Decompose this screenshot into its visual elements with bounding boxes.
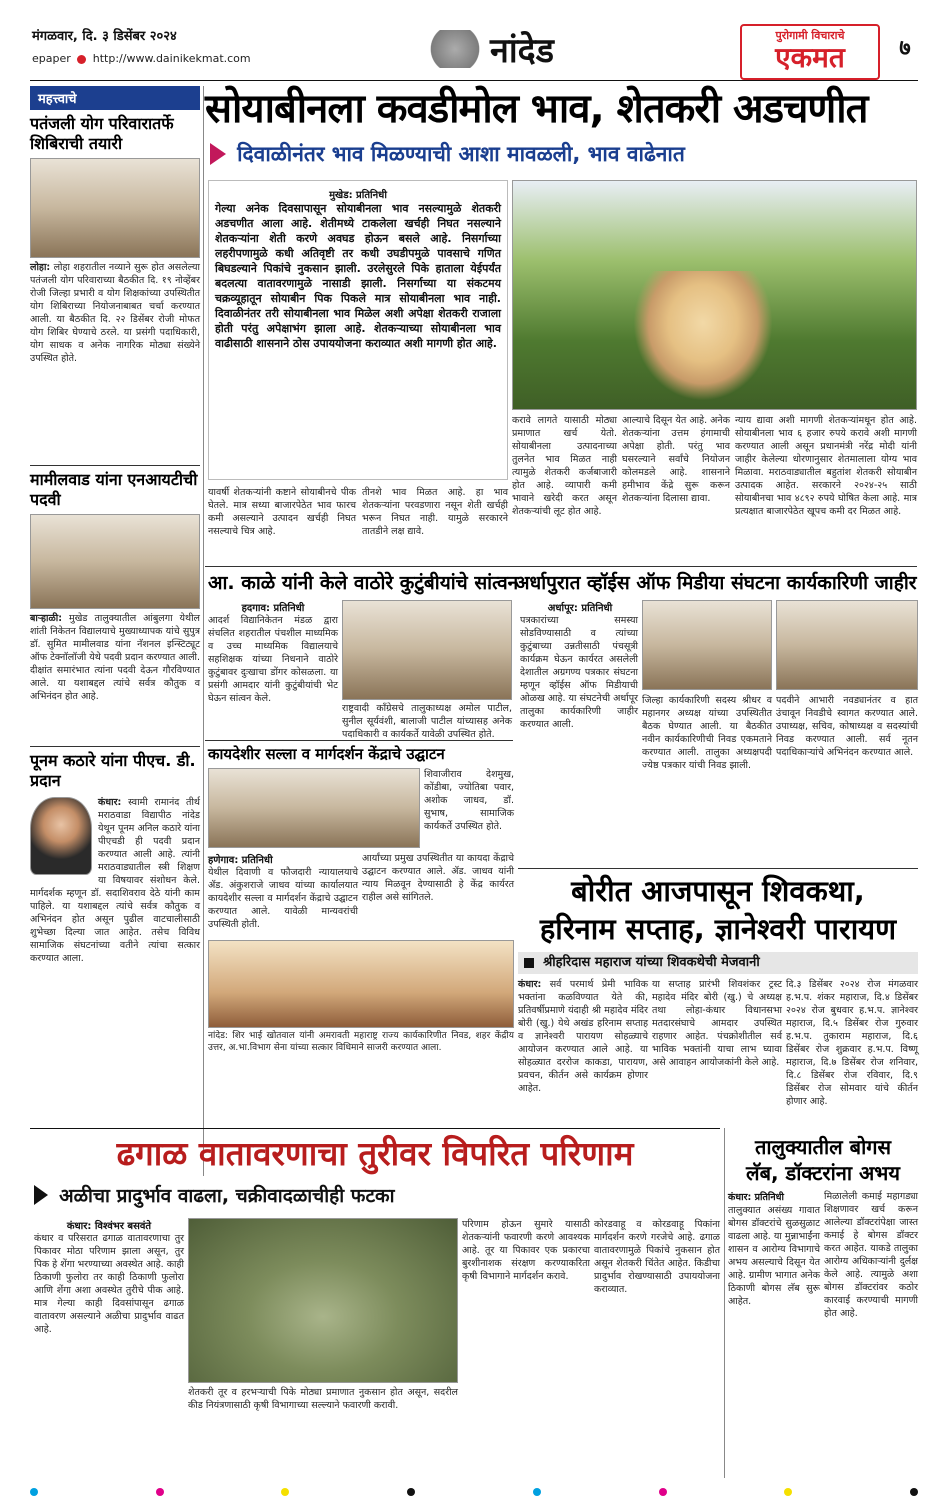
yoga-group-photo xyxy=(30,158,200,258)
borit-subhead xyxy=(518,952,918,974)
borit-col3: दि.३ डिसेंबर २०२४ रोज मंगळवार ह.भ.प. शंकर महाराज, दि.४ डिसेंबर २०२४ रोज बुधवार ह.भ.प. ज्ञानेश्वर महाराज, दि.५ डिसेंबर रोज गुरुवार ह.भ.प. तुकाराम महाराज, दि.६ डिसेंबर रोज शुक्रवार ह.भ.प. विष्णू महाराज, दि.७ डिसेंबर रोज शनिवार, दि.८ डिसेंबर रोज रविवार, दि.९ डिसेंबर रोज सोमवार यांचे कीर्तन होणार आहे. xyxy=(786,979,918,1107)
brand-box xyxy=(740,24,880,80)
epaper-label: epaper xyxy=(32,52,71,65)
sidebar-item1-lead: लोहा: xyxy=(30,262,51,273)
climate-col1: कंधार व परिसरात ढगाळ वातावरणाचा तुर पिकावर मोठा परिणाम झाला असून, तुर पिक हे शेंगा भरण्याच्या अवस्थेत आहे. काही ठिकाणी फुलोरा तर काही ठिकाणी फुलोरा आणि शेंगा अशा अवस्थेत तुरीचे पीक आहे. मात्र गेल्या काही दिवसांपासून ढगाळ वातावरण असल्याने अळीचा प्रादुर्भाव वाढत आहे. xyxy=(34,1233,184,1335)
soyabean-field-photo xyxy=(512,180,917,410)
main-col5: न्याय द्यावा अशी मागणी शेतकऱ्यांमधून होत आहे. सोयाबीनला भाव ६ हजार रुपये करावे अशी मागणी करण्यात आली असून प्रधानमंत्री नरेंद्र मोदी यांनी जाहीर केलेल्या धोरणानुसार शेतमालाला योग्य भाव मिळावा. मराठवाड्यातील बहुतांश शेतकरी सोयाबीन उत्पादक आहेत. सरकारने २०२४-२५ साठी सोयाबीनचा भाव ४८९२ रुपये घोषित केला आहे. मात्र प्रत्यक्षात बाजारपेठेत खूपच कमी दर मिळत आहे. xyxy=(735,415,917,517)
borit-col2: या सप्ताह प्रारंभी शिवशंकर ट्रस्ट महादेव मंदिर बोरी (खु.) चे अध्यक्ष तथा लोहा-कंधार विधानसभा मतदारसंघाचे आमदार उपस्थित राहणार आहेत. पंचक्रोशीतील सर्व भाविक भक्तांनी याचा लाभ घ्यावा असे आवाहन आयोजकांनी केले आहे. xyxy=(652,979,782,1068)
triangle-icon xyxy=(210,143,226,165)
media-dateline: अर्धापूर: प्रतिनिधी xyxy=(547,603,613,614)
link-icon xyxy=(77,55,86,64)
kaydeshir-photo xyxy=(208,768,420,848)
felicitation-photo xyxy=(208,940,514,1028)
city-name: नांदेड xyxy=(490,31,554,71)
epaper-url[interactable]: http://www.dainikekmat.com xyxy=(92,52,251,65)
climate-headline: ढगाळ वातावरणाचा तुरीवर विपरित परिणाम xyxy=(116,1134,634,1173)
main-subhead-text: दिवाळीनंतर भाव मिळण्याची आशा मावळली, भाव वाढेनात xyxy=(237,142,685,166)
main-col3: करावे लागते यासाठी मोठ्या प्रमाणात खर्च येतो. सोयाबीनला उत्पादनाच्या तुलनेत भाव मिळत नाही त्यामुळे शेतकरी कर्जबाजारी होत आहे. व्यापारी कमी भावाने खरेदी करत असून शेतकऱ्यांची लूट होत आहे. xyxy=(512,415,617,517)
masthead-rule xyxy=(30,80,918,81)
reg-dot xyxy=(156,1488,164,1496)
media-photo-1 xyxy=(642,600,772,690)
sidebar-divider-1 xyxy=(30,465,200,466)
main-col1: यावर्षी शेतकऱ्यांनी कष्टाने सोयाबीनचे पीक घेतले. मात्र सध्या बाजारपेठेत भाव फारच कमी असल्याने उत्पादन खर्चही निघत नसल्याचे चित्र आहे. xyxy=(208,487,356,537)
page-number: ७ xyxy=(899,36,911,61)
main-bottom-rule xyxy=(205,566,917,567)
kale-body2: राष्ट्रवादी काँग्रेसचे तालुकाध्यक्ष अमोल पाटील, सुनील सूर्यवंशी, बालाजी पाटील यांच्यासह अनेक पदाधिकारी व कार्यकर्ते यावेळी उपस्थित होते. xyxy=(342,703,512,740)
bogus-col2: मिळालेली कमाई महागड्या शिक्षणावर खर्च करून आलेल्या डॉक्टरांपेक्षा जास्त कमाई हे बोगस डॉक्टर करत आहेत. याकडे तालुका आरोग्य अधिकाऱ्यांनी दुर्लक्ष केले आहे. त्यामुळे अशा बोगस डॉक्टरांवर कठोर कारवाई करण्याची मागणी होत आहे. xyxy=(824,1191,918,1319)
sidebar xyxy=(30,86,200,1176)
main-headline: सोयाबीनला कवडीमोल भाव, शेतकरी अडचणीत xyxy=(205,86,868,132)
media-photo-2 xyxy=(776,600,918,690)
reg-dot xyxy=(533,1488,541,1496)
sidebar-item3-lead: कंधार: xyxy=(98,797,122,808)
reg-dot xyxy=(784,1488,792,1496)
brand-logo: एकमत xyxy=(775,41,845,74)
reg-dot xyxy=(30,1488,38,1496)
brand-tagline: पुरोगामी विचाराचे xyxy=(775,29,845,42)
kaydeshir-body2: शिवाजीराव देशमुख, कोंडीबा, ज्योतिबा पवार, अशोक जाधव, डॉ. सुभाष, सामाजिक कार्यकर्ते उपस्थित होते. xyxy=(424,769,514,832)
issue-date: मंगळवार, दि. ३ डिसेंबर २०२४ xyxy=(32,29,177,44)
sidebar-item1-text: लोहा शहरातील नव्याने सुरू होत असलेल्या पतंजली योग परिवाराच्या बैठकीत दि. १९ नोव्हेंबर रोजी जिल्हा प्रभारी व योग शिक्षकांच्या उपस्थितीत योग शिबिराच्या नियोजनाबाबत चर्चा करण्यात आली. या बैठकीत दि. २२ डिसेंबर रोजी मोफत योग शिबिर घेण्याचे ठरले. या प्रसंगी पदाधिकारी, योग साधक व अनेक नागरिक मोठ्या संख्येने उपस्थित होते. xyxy=(30,262,200,364)
media-col1: पत्रकारांच्या समस्या सोडविण्यासाठी व त्यांच्या कुटुंबाच्या उन्नतीसाठी पंचसूत्री कार्यक्रम घेऊन कार्यरत असलेली देशातील अग्रगण्य पत्रकार संघटना म्हणून व्हॉईस ऑफ मिडीयाची ओळख आहे. या संघटनेची अर्धापूर तालुका कार्यकारिणी जाहीर करण्यात आली. xyxy=(520,615,638,730)
triangle-icon-2 xyxy=(34,1185,48,1205)
reg-dot xyxy=(281,1488,289,1496)
climate-top-rule xyxy=(30,1128,720,1129)
hands-holding-beans xyxy=(633,271,773,401)
bogus-col1: तालुक्यात असंख्य गावात बोगस डॉक्टरांचे सुळसुळाट वाढला आहे. या मुन्नाभाईंना शासन व आरोग्य विभागाचे अभय असल्याचे दिसून येत आहे. ग्रामीण भागात अनेक ठिकाणी बोगस लॅब सुरू आहेत. xyxy=(728,1205,820,1307)
sidebar-column-rule xyxy=(203,86,204,1176)
sidebar-item1-title: पतंजली योग परिवारातर्फे शिबिराची तयारी xyxy=(30,114,174,153)
reg-dot xyxy=(910,1488,918,1496)
kaydeshir-dateline: हणेगाव: प्रतिनिधी xyxy=(208,855,273,866)
main-intro: गेल्या अनेक दिवसापासून सोयाबीनला भाव नसल्यामुळे शेतकरी अडचणीत आला आहे. शेतीमध्ये टाकलेला खर्चही निघत नसल्याने शेतकऱ्यांना शेती करणे अवघड होऊन बसले आहे. निसर्गाच्या लहरीपणामुळे कधी अतिवृष्टी तर कधी उघडीपमुळे पावसाचे गणित बिघडल्याने पिकांचे नुकसान झाली. उरलेसुरले पिके हाताला येईपर्यंत बदलत्या वातावरणामुळे नासाडी झाली. निसर्गाच्या या संकटमय चक्रव्यूहातून सोयाबीन पिक पिकले मात्र सोयाबीनला भाव नाही. दिवाळीनंतर तरी सोयाबीनला भाव मिळेल अशी अपेक्षा शेतकरी राजाला होती परंतु अपेक्षाभंग झाला आहे. शेतकऱ्याच्या सोयाबीनला भाव वाढीसाठी शासनाने ठोस उपाययोजना कराव्यात अशी मागणी होत आहे. xyxy=(215,202,501,350)
city-emblem xyxy=(420,30,490,68)
bogus-column-rule xyxy=(724,1128,725,1478)
climate-col3: कोरडवाहू व कोरडवाहू पिकांना मार्गदर्शन करणे गरजेचे आहे. ढगाळ वातावरणामुळे पिकांचे नुकसान होत असून शेतकरी चिंतेत आहेत. किडीचा प्रादुर्भाव रोखण्यासाठी उपाययोजना कराव्यात. xyxy=(594,1219,720,1295)
media-col2: जिल्हा कार्यकारिणी सदस्य श्रीधर व महानगर अध्यक्ष यांच्या उपस्थितीत बैठक घेण्यात आली. या बैठकीत नवीन कार्यकारिणीची निवड एकमताने करण्यात आली. तालुका अध्यक्षपदी ज्येष्ठ पत्रकार यांची निवड झाली. xyxy=(642,695,772,771)
climate-subhead-text: अळीचा प्रादुर्भाव वाढला, चक्रीवादळाचीही फटका xyxy=(59,1185,395,1207)
borit-col1-text: सर्व परमार्थ प्रेमी भाविक भक्तांना कळविण्यात येते की, प्रतिवर्षीप्रमाणे यंदाही श्री महादेव मंदिर बोरी (खु.) येथे अखंड हरिनाम सप्ताह व ज्ञानेश्वरी पारायण सोहळ्याचे आयोजन करण्यात आले आहे. या सोहळ्यात दररोज काकडा, पारायण, प्रवचन, कीर्तन असे कार्यक्रम होणार आहेत. xyxy=(518,979,648,1094)
kale-dateline: हदगाव: प्रतिनिधी xyxy=(241,603,305,614)
kaydeshir-body3: आर्यांच्या प्रमुख उपस्थितीत या कायदा केंद्राचे उद्घाटन करण्यात आले. ॲड. जाधव यांनी न्याय मिळवून देण्यासाठी हे केंद्र कार्यरत राहील असे सांगितले. xyxy=(362,853,514,903)
sidebar-divider-2 xyxy=(30,746,200,747)
main-subhead xyxy=(210,140,920,174)
climate-col2: परिणाम होऊन सुमारे यासाठी शेतकऱ्यांनी फवारणी करणे आवश्यक आहे. तूर या पिकावर एक प्रकारचा बुरशीनाशक संरक्षण करण्याकरिता कृषी विभागाने मार्गदर्शन करावे. xyxy=(462,1219,590,1282)
climate-subhead xyxy=(34,1182,720,1212)
borit-subhead-text: श्रीहरिदास महाराज यांच्या शिवकथेची मेजवानी xyxy=(543,955,760,970)
award-photo xyxy=(30,514,200,609)
climate-dateline: कंधार: विश्वंभर बसवंते xyxy=(66,1221,152,1232)
registration-marks xyxy=(30,1488,918,1498)
bogus-headline-2: लॅब, डॉक्टरांना अभय xyxy=(746,1161,900,1185)
main-col2: तीनशे भाव मिळत आहे. हा भाव शेतकऱ्यांना परवडणारा नसून शेती खर्चही भरून निघत नाही. यामुळे सरकारने तातडीने लक्ष द्यावे. xyxy=(362,487,508,537)
kaydeshir-caption: नांदेड: शिर भाई खोतवाल यांनी अमरावती महाराष्ट्र राज्य कार्यकारिणीत निवड, शहर केंद्रीय उत्तर, अ.भा.विभाग सेना यांच्या सत्कार विधिमाने साजरी करण्यात आला. xyxy=(208,1031,514,1053)
sidebar-item3-text: स्वामी रामानंद तीर्थ मराठवाडा विद्यापीठ नांदेड येथून पूनम अनिल कठारे यांना पीएचडी ही पदवी प्रदान करण्यात आली आहे. त्यांनी मराठवाड्यातील स्त्री शिक्षण या विषयावर संशोधन केले. मार्गदर्शक म्हणून डॉ. सदाशिवराव देठे यांनी काम पाहिले. या यशाबद्दल त्यांचे सर्वत्र कौतुक व अभिनंदन होत असून पुढील वाटचालीसाठी शुभेच्छा दिल्या जात आहेत. तसेच विविध सामाजिक संघटनांच्या वतीने त्यांचा सत्कार करण्यात आला. xyxy=(30,797,200,964)
tur-crop-photo xyxy=(188,1218,458,1383)
sidebar-item2-title: मामीलवाड यांना एनआयटीची पदवी xyxy=(30,470,198,509)
borit-col1 xyxy=(518,978,648,1153)
media-col3: पदवीने आभारी नवड्यानंतर व हात उंचावून निवडीचे स्वागत करण्यात आले. उपाध्यक्ष, सचिव, कोषाध्यक्ष व सदस्यांची निवड करण्यात आली. सर्व नूतन पदाधिकाऱ्यांचे अभिनंदन करण्यात आले. xyxy=(776,695,918,758)
kaydeshir-top-rule xyxy=(205,740,513,741)
borit-headline-2: हरिनाम सप्ताह, ज्ञानेश्वरी पारायण xyxy=(539,912,897,946)
sidebar-item2-body xyxy=(30,612,200,742)
kaydeshir-headline: कायदेशीर सल्ला व मार्गदर्शन केंद्राचे उद्घाटन xyxy=(208,745,445,763)
masthead xyxy=(0,0,945,84)
square-icon xyxy=(524,958,534,968)
climate-plant-caption: शेतकरी तूर व हरभऱ्याची पिके मोठ्या प्रमाणात नुकसान होत असून, सदरील कीड नियंत्रणासाठी कृषी विभागाच्या सल्ल्याने फवारणी करावी. xyxy=(188,1387,458,1411)
sidebar-item2-text: मुखेड तालुक्यातील आंबुलगा येथील शांती निकेतन विद्यालयाचे मुख्याध्यापक यांचे सुपुत्र डॉ. सुमित मामीलवाड यांना नॅशनल इन्स्टिट्यूट ऑफ टेक्नॉलॉजी येथे पदवी प्रदान करण्यात आली. दीक्षांत समारंभात त्यांना पदवी देऊन गौरविण्यात आले. या यशाबद्दल त्यांचे सर्वत्र कौतुक व अभिनंदन होत आहे. xyxy=(30,613,200,702)
kale-body: आदर्श विद्यानिकेतन मंडळ द्वारा संचलित शहरातील पंचशील माध्यमिक व उच्च माध्यमिक विद्यालयाचे सहशिक्षक यांच्या निधनाने वाठोरे कुटुंबावर दुःखाचा डोंगर कोसळला. या प्रसंगी आमदार यांनी कुटुंबीयांची भेट घेऊन सांत्वन केले. xyxy=(208,615,338,704)
epaper-line xyxy=(32,52,251,65)
kale-headline: आ. काळे यांनी केले वाठोरे कुटुंबीयांचे सांत्वन xyxy=(208,572,519,594)
kale-group-photo xyxy=(342,600,512,700)
main-intro-box xyxy=(208,180,508,480)
bogus-dateline: कंधार: प्रतिनिधी xyxy=(728,1192,784,1203)
portrait-photo xyxy=(30,797,92,875)
borit-top-rule xyxy=(518,868,918,869)
main-dateline: मुखेड: प्रतिनिधी xyxy=(329,190,387,201)
sidebar-item1-body xyxy=(30,261,200,461)
borit-headline-1: बोरीत आजपासून शिवकथा, xyxy=(571,874,865,908)
main-col4: आल्याचे दिसून येत आहे. अनेक शेतकऱ्यांना उत्तम हंगामाची अपेक्षा होती. परंतु भाव घसरल्याने सर्वांचे नियोजन कोलमडले आहे. शासनाने हमीभाव केंद्रे सुरू करून शेतकऱ्यांना दिलासा द्यावा. xyxy=(622,415,730,504)
bogus-headline-1: तालुक्यातील बोगस xyxy=(754,1135,892,1159)
kaydeshir-body: येथील दिवाणी व फौजदारी न्यायालयाचे ॲड. अंकुशराजे जाधव यांच्या कार्यालयात कायदेशीर सल्ला व मार्गदर्शन केंद्राचे उद्घाटन करण्यात आले. यावेळी मान्यवरांची उपस्थिती होती. xyxy=(208,867,358,930)
media-headline: अर्धापुरात व्हॉईस ऑफ मिडीया संघटना कार्यकारिणी जाहीर xyxy=(515,572,917,594)
sidebar-item3-title: पूनम कठारे यांना पीएच. डी. प्रदान xyxy=(30,751,196,790)
reg-dot xyxy=(407,1488,415,1496)
reg-dot xyxy=(659,1488,667,1496)
borit-dateline: कंधार: xyxy=(518,979,542,990)
sidebar-tag: महत्त्वाचे xyxy=(30,86,200,110)
sidebar-item2-lead: बाऱ्हाळी: xyxy=(30,613,62,624)
